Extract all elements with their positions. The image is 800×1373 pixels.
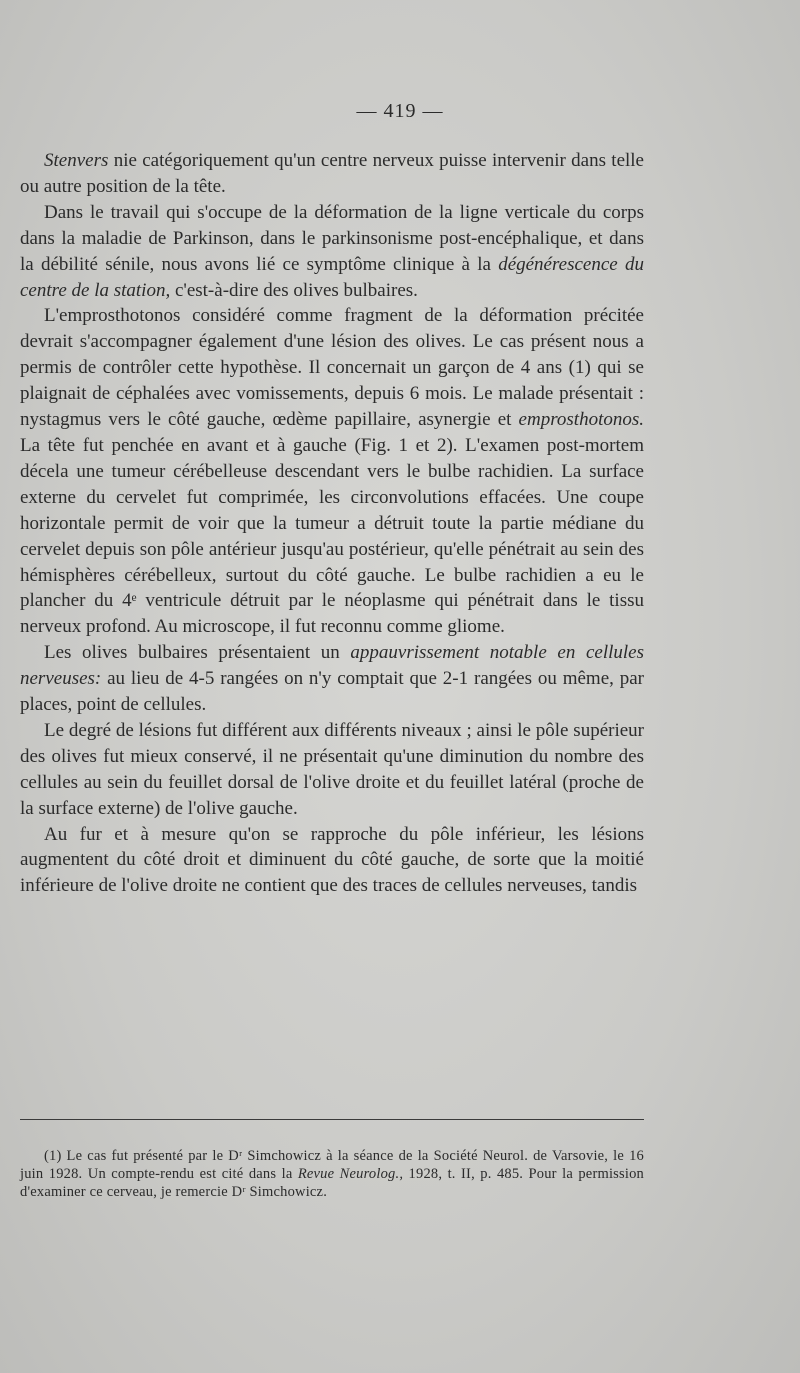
paragraph [20,640,644,718]
paragraph [20,200,644,304]
footnote [20,1147,644,1201]
text-run: nie catégoriquement qu'un centre nerveux puisse intervenir dans telle ou autre position de la tête. [20,150,644,197]
emphasis: dégénérescence du centre de la station, [20,253,644,301]
page-number: — 419 — [356,100,444,122]
text-run: (1) Le cas fut présenté par le Dʳ Simchowicz à la séance de la Société Neurol. de Varsovie, le 16 juin 1928. Un compte-rendu est cité dans la [20,1148,644,1182]
journal-title: Revue Neurolog., [297,1166,404,1182]
paragraph [20,303,644,640]
emphasis: emprosthotonos. [518,409,644,431]
paragraph [20,718,644,822]
text-run: Au fur et à mesure qu'on se rapproche du pôle inférieur, les lésions augmentent du côté droit et diminuent du côté gauche, de sorte que la moitié inférieure de l'olive droite ne contient que des traces de cellules nerveuses, tandis [20,823,644,897]
text-run: La tête fut penchée en avant et à gauche (Fig. 1 et 2). L'examen post-mortem décela une tumeur cérébelleuse descendant vers le bulbe rachidien. La surface externe du cervelet fut comprimée, les circonvolutions effacées. Une coupe horizontale permit de voir que la tumeur a détruit toute la partie médiane du cervelet depuis son pôle antérieur jusqu'au postérieur, qu'elle pénétrait au sein des hémisphères cérébelleux, surtout du côté gauche. Le bulbe rachidien a eu le plancher du 4ᵉ ventricule détruit par le néoplasme qui pénétrait dans le tissu nerveux profond. Au microscope, il fut reconnu comme gliome. [20,434,644,638]
paragraph [20,148,644,200]
text-run: Les olives bulbaires présentaient un [44,642,351,664]
author-name: Stenvers [44,150,109,171]
paragraph [20,822,644,900]
text-run: 1928, t. II, p. 485. Pour la permission d'examiner ce cerveau, je remercie Dʳ Simchowicz. [20,1166,644,1200]
body-text [20,148,644,899]
text-run: c'est-à-dire des olives bulbaires. [170,279,418,301]
footnote-divider [20,1119,644,1120]
text-run: au lieu de 4-5 rangées on n'y comptait que 2-1 rangées ou même, par places, point de cellules. [20,668,644,716]
text-run: Dans le travail qui s'occupe de la déformation de la ligne verticale du corps dans la maladie de Parkinson, dans le parkinsonisme post-encéphalique, et dans la débilité sénile, nous avons lié ce symptôme clinique à la [20,201,644,275]
emphasis: appauvrissement notable en cellules nerveuses: [20,642,644,690]
text-run: Le degré de lésions fut différent aux différents niveaux ; ainsi le pôle supérieur des olives fut mieux conservé, il ne présentait qu'une diminution du nombre des cellules au sein du feuillet dorsal de l'olive droite et du feuillet latéral (proche de la surface externe) de l'olive gauche. [20,719,644,819]
text-run: L'emprosthotonos considéré comme fragment de la déformation précitée devrait s'accompagner également d'une lésion des olives. Le cas présent nous a permis de contrôler cette hypothèse. Il concernait un garçon de 4 ans (1) qui se plaignait de céphalées avec vomissements, depuis 6 mois. Le malade présentait : nystagmus vers le côté gauche, œdème papillaire, asynergie et [20,305,644,431]
